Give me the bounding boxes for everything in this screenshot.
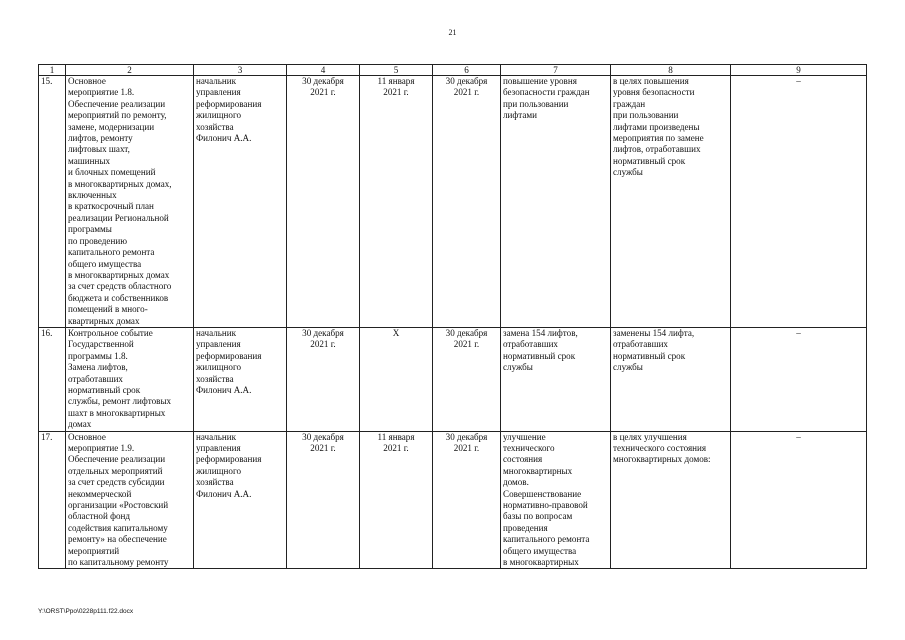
header-cell: 5 [360,65,433,76]
page-number: 21 [448,28,457,37]
header-cell: 9 [731,65,867,76]
header-cell: 2 [66,65,194,76]
row-date-end: 30 декабря 2021 г. [433,76,501,328]
row-date-start: Х [360,327,433,431]
file-path-footer: Y:\ORST\Ppo\0228p111.f22.docx [38,608,134,615]
table-row [39,431,867,569]
row-problems: – [731,76,867,328]
row-expected: повышение уровня безопасности граждан при пользовании лифтами [501,76,611,328]
row-name: Основное мероприятие 1.8. Обеспечение реализации мероприятий по ремонту, замене, модернизации лифтов, ремонту лифтовых шахт, машинных и блочных помещений в многоквартирных домах, включенных в краткосрочный план реализации Региональной программы по проведению капитального ремонта общего имущества в многоквартирных домах за счет средств областного бюджета и собственников помещений в много- квартирных домах [66,76,194,328]
row-responsible: начальник управления реформирования жилищного хозяйства Филонич А.А. [194,327,287,431]
row-expected: замена 154 лифтов, отработавших нормативный срок службы [501,327,611,431]
row-date-plan: 30 декабря 2021 г. [287,327,360,431]
table-row [39,76,867,328]
header-cell: 3 [194,65,287,76]
header-cell: 6 [433,65,501,76]
row-actual: в целях улучшения технического состояния многоквартирных домов: [611,431,731,569]
table-row [39,327,867,431]
row-actual: заменены 154 лифта, отработавших нормативный срок службы [611,327,731,431]
row-responsible: начальник управления реформирования жилищного хозяйства Филонич А.А. [194,76,287,328]
header-cell: 7 [501,65,611,76]
row-number: 17. [39,431,66,569]
header-row [39,65,867,76]
row-date-plan: 30 декабря 2021 г. [287,431,360,569]
header-cell: 4 [287,65,360,76]
row-responsible: начальник управления реформирования жилищного хозяйства Филонич А.А. [194,431,287,569]
row-date-start: 11 января 2021 г. [360,431,433,569]
header-cell: 8 [611,65,731,76]
row-number: 16. [39,327,66,431]
header-cell: 1 [39,65,66,76]
row-name: Контрольное событие Государственной программы 1.8. Замена лифтов, отработавших нормативный срок службы, ремонт лифтовых шахт в многоквартирных домах [66,327,194,431]
row-number: 15. [39,76,66,328]
row-date-end: 30 декабря 2021 г. [433,431,501,569]
row-name: Основное мероприятие 1.9. Обеспечение реализации отдельных мероприятий за счет средств субсидии некоммерческой организации «Ростовский областной фонд содействия капитальному ремонту» на обеспечение мероприятий по капитальному ремонту [66,431,194,569]
row-expected: улучшение технического состояния многоквартирных домов. Совершенствование нормативно-правовой базы по вопросам проведения капитального ремонта общего имущества в многоквартирных [501,431,611,569]
row-problems: – [731,327,867,431]
row-actual: в целях повышения уровня безопасности граждан при пользовании лифтами произведены мероприятия по замене лифтов, отработавших нормативный срок службы [611,76,731,328]
report-table [38,64,867,569]
row-problems: – [731,431,867,569]
row-date-plan: 30 декабря 2021 г. [287,76,360,328]
row-date-start: 11 января 2021 г. [360,76,433,328]
row-date-end: 30 декабря 2021 г. [433,327,501,431]
